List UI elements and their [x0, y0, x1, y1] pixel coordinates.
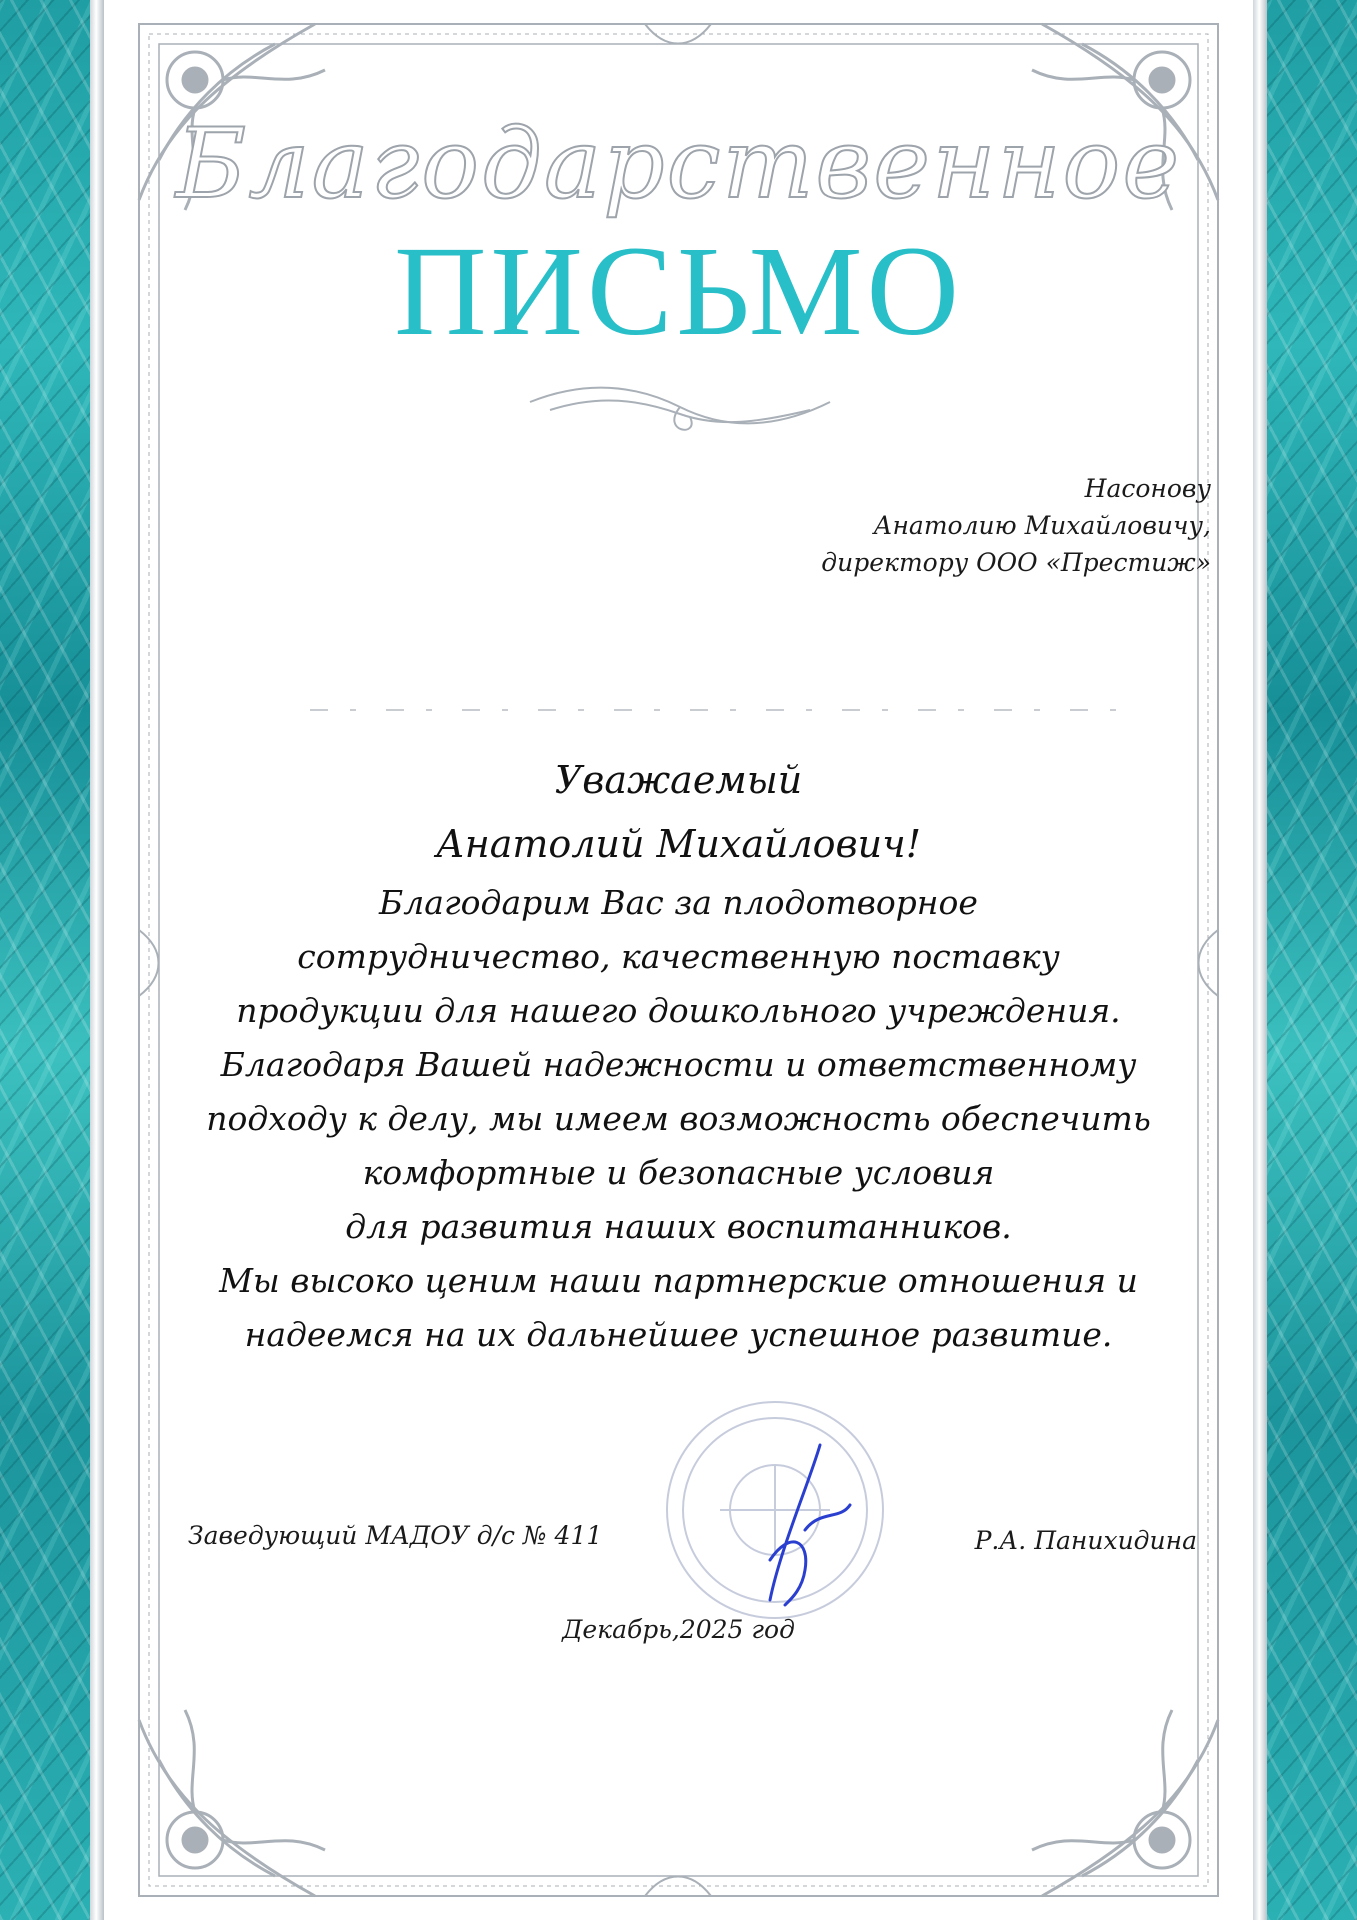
recipient-block — [821, 470, 1211, 581]
body-line: комфортные и безопасные условия — [362, 1153, 995, 1192]
handwritten-signature — [750, 1440, 860, 1610]
body-line: Мы высоко ценим наши партнерские отношения и — [219, 1261, 1138, 1300]
body-line: надеемся на их дальнейшее успешное развитие. — [244, 1315, 1113, 1354]
signatory-name: Р.А. Панихидина — [974, 1526, 1197, 1555]
recipient-name: Анатолию Михайловичу, — [873, 511, 1211, 540]
signatory-position: Заведующий МАДОУ д/с № 411 — [188, 1521, 603, 1550]
floral-corner-icon — [1032, 1710, 1218, 1896]
flourish-icon — [520, 372, 840, 442]
salutation-line-2: Анатолий Михайлович! — [435, 822, 922, 866]
recipient-position: директору ООО «Престиж» — [821, 548, 1211, 577]
body-line: продукции для нашего дошкольного учреждения. — [236, 991, 1121, 1030]
body-line: Благодарим Вас за плодотворное — [379, 883, 978, 922]
letter-date: Декабрь,2025 год — [562, 1615, 795, 1644]
recipient-surname: Насонову — [1084, 474, 1211, 503]
script-title: Благодарственное — [175, 108, 1182, 220]
body-line: подходу к делу, мы имеем возможность обеспечить — [206, 1099, 1151, 1138]
letter-body — [160, 748, 1197, 1362]
floral-corner-icon — [139, 1710, 325, 1896]
faint-divider — [310, 707, 1130, 713]
body-line: Благодаря Вашей надежности и ответственному — [220, 1045, 1137, 1084]
salutation-line-1: Уважаемый — [554, 758, 803, 802]
body-line: для развития наших воспитанников. — [345, 1207, 1012, 1246]
page-title: ПИСЬМО — [394, 220, 963, 362]
body-line: сотрудничество, качественную поставку — [297, 937, 1060, 976]
